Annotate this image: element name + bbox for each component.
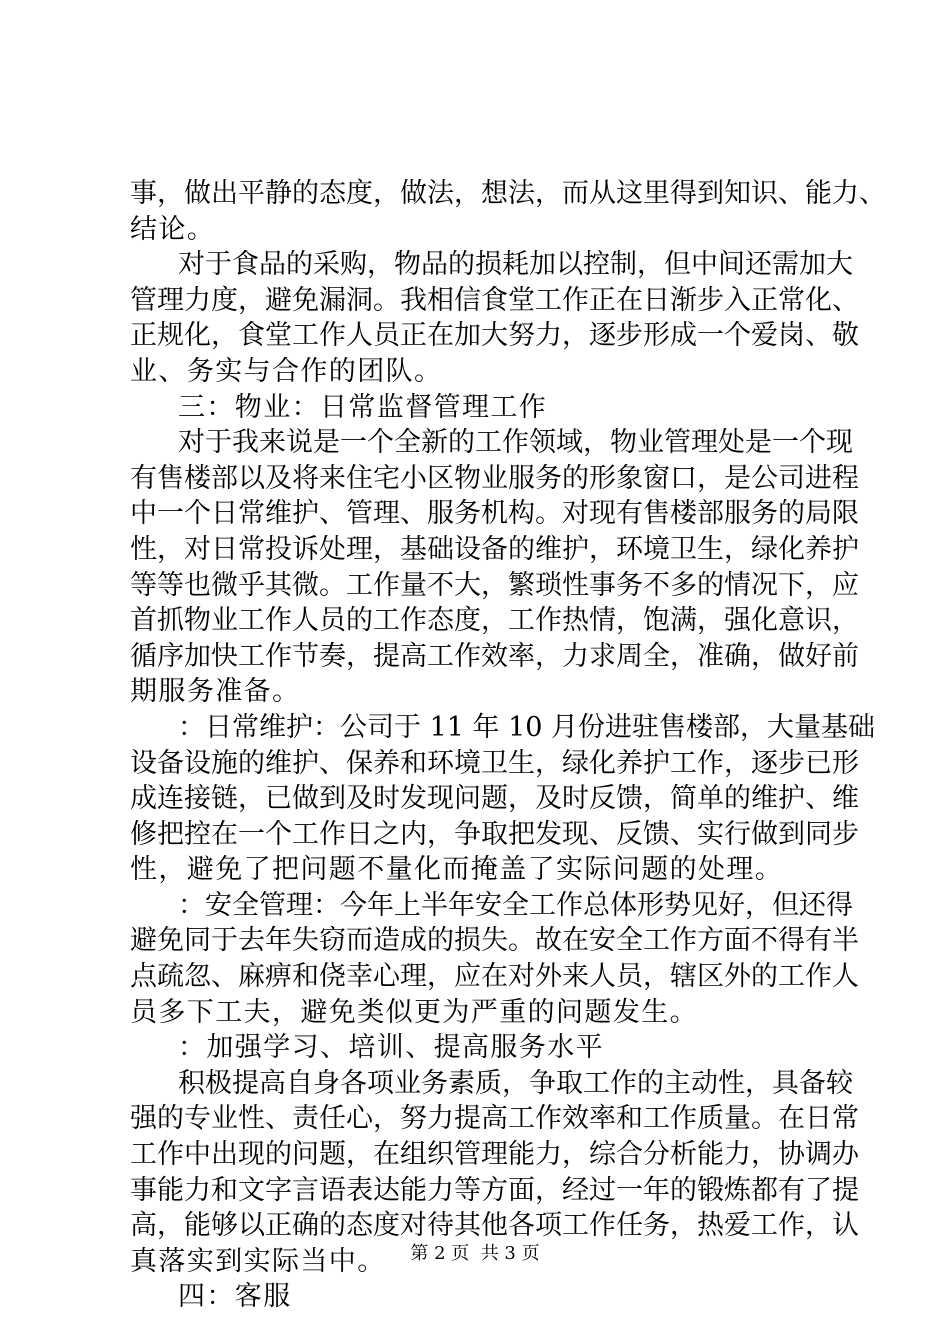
text-line: 三：物业：日常监督管理工作	[178, 391, 548, 423]
text-line: 强的专业性、责任心，努力提高工作效率和工作质量。在日常	[130, 1103, 859, 1135]
text-line: 业、务实与合作的团队。	[130, 355, 443, 387]
text-line: 对于食品的采购，物品的损耗加以控制，但中间还需加大	[178, 249, 853, 281]
text-line: 性，避免了把问题不量化而掩盖了实际问题的处理。	[130, 854, 784, 886]
text-line: 正规化，食堂工作人员正在加大努力，逐步形成一个爱岗、敬	[130, 320, 859, 352]
text-line: ：日常维护：公司于 11 年 10 月份进驻售楼部，大量基础	[178, 711, 876, 743]
text-line: 员多下工夫，避免类似更为严重的问题发生。	[130, 996, 698, 1028]
text-line: 点疏忽、麻痹和侥幸心理，应在对外来人员，辖区外的工作人	[130, 961, 859, 993]
text-line: 等等也微乎其微。工作量不大，繁琐性事务不多的情况下，应	[130, 569, 859, 601]
text-line: 性，对日常投诉处理，基础设备的维护，环境卫生，绿化养护	[130, 533, 859, 565]
text-line: 首抓物业工作人员的工作态度，工作热情，饱满，强化意识，	[130, 605, 859, 637]
text-line: 结论。	[130, 213, 216, 245]
text-line: 高，能够以正确的态度对待其他各项工作任务，热爱工作，认	[130, 1210, 859, 1242]
text-line: 管理力度，避免漏洞。我相信食堂工作正在日渐步入正常化、	[130, 284, 859, 316]
text-line: 期服务准备。	[130, 676, 301, 708]
text-line: 设备设施的维护、保养和环境卫生，绿化养护工作，逐步已形	[130, 747, 859, 779]
text-line: 成连接链，已做到及时发现问题，及时反馈，简单的维护、维	[130, 783, 859, 815]
text-line: 修把控在一个工作日之内，争取把发现、反馈、实行做到同步	[130, 818, 859, 850]
text-line: 积极提高自身各项业务素质，争取工作的主动性，具备较	[178, 1067, 853, 1099]
document-body	[130, 176, 886, 1315]
text-line: 避免同于去年失窃而造成的损失。故在安全工作方面不得有半	[130, 925, 859, 957]
text-line: 事能力和文字言语表达能力等方面，经过一年的锻炼都有了提	[130, 1174, 859, 1206]
text-line: 中一个日常维护、管理、服务机构。对现有售楼部服务的局限	[130, 498, 859, 530]
text-line: 事，做出平静的态度，做法，想法，而从这里得到知识、能力、	[130, 178, 886, 209]
text-line: 循序加快工作节奏，提高工作效率，力求周全，准确，做好前	[130, 640, 859, 672]
page-footer: 第 2 页 共 3 页	[410, 1243, 540, 1264]
text-line: ：安全管理：今年上半年安全工作总体形势见好，但还得	[178, 889, 853, 921]
text-line: 有售楼部以及将来住宅小区物业服务的形象窗口，是公司进程	[130, 462, 859, 494]
text-line: ：加强学习、培训、提高服务水平	[178, 1032, 604, 1064]
text-line: 四：客服	[178, 1281, 292, 1313]
text-line: 真落实到实际当中。	[130, 1245, 386, 1277]
text-line: 对于我来说是一个全新的工作领域，物业管理处是一个现	[178, 427, 853, 459]
text-line: 工作中出现的问题，在组织管理能力，综合分析能力，协调办	[130, 1139, 859, 1171]
